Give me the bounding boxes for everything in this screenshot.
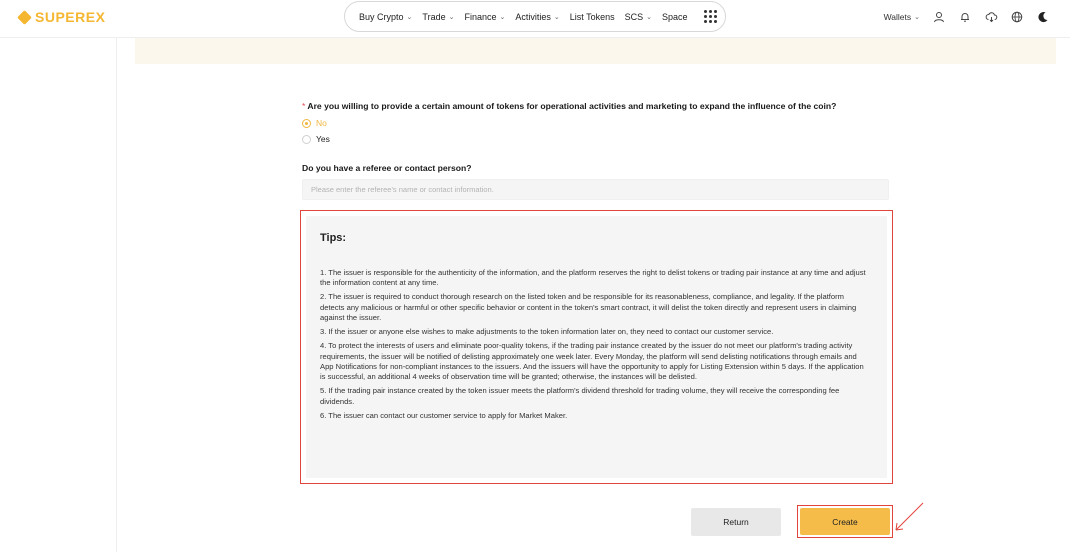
return-button[interactable]: Return bbox=[691, 508, 781, 536]
option-yes-label: Yes bbox=[316, 134, 330, 144]
download-cloud-icon[interactable] bbox=[984, 10, 998, 24]
nav-item-finance[interactable] bbox=[464, 12, 505, 22]
tips-list bbox=[320, 268, 868, 425]
wallets-label: Wallets bbox=[883, 12, 912, 22]
chevron-down-icon: ⌄ bbox=[914, 14, 920, 21]
bell-icon[interactable] bbox=[958, 10, 972, 24]
user-icon[interactable] bbox=[932, 10, 946, 24]
nav-label: Finance bbox=[464, 11, 497, 22]
nav-label: Trade bbox=[422, 11, 446, 22]
tip-item: 2. The issuer is required to conduct thorough research on the listed token and be responsible for its reasonableness, compliance, and legality. If the platform detects any malicious or harmful or other specific behavior or content in the token's smart contract, it will delist the token directly and represent users in claiming against the issuer. bbox=[320, 292, 857, 323]
globe-icon[interactable] bbox=[1010, 10, 1024, 24]
tip-item: 1. The issuer is responsible for the authenticity of the information, and the platform reserves the right to delist tokens or trading pair instance at any time and adjust the information content at any time. bbox=[320, 268, 866, 288]
tip-item: 3. If the issuer or anyone else wishes to make adjustments to the token information later on, they need to contact our customer service. bbox=[320, 327, 774, 337]
nav-item-space[interactable] bbox=[662, 12, 688, 22]
nav-item-scs[interactable] bbox=[625, 12, 652, 22]
chevron-down-icon: ⌄ bbox=[499, 13, 506, 21]
nav-item-list-tokens[interactable] bbox=[570, 12, 615, 22]
nav-item-buy-crypto[interactable] bbox=[359, 12, 412, 22]
logo-diamond-icon bbox=[17, 10, 32, 25]
notice-band bbox=[135, 38, 1056, 64]
question-text: Are you willing to provide a certain amount of tokens for operational activities and marketing to expand the influence of the coin? bbox=[307, 101, 837, 111]
top-header bbox=[0, 0, 1070, 38]
tip-item: 4. To protect the interests of users and eliminate poor-quality tokens, if the trading pair instance created by the issuer do not meet our platform's trading activity requirements, the issuer will be notified of delisting approximately one week later. Every Monday, the platform will send delisting notifications through emails and App Notifications for non-compliant instances to the issuers. And the issuers will have the opportunity to apply for Listing Extension within 5 days. If the application is successful, an additional 4 weeks of observation time will be granted; otherwise, the instances will be delisted. bbox=[320, 341, 864, 382]
moon-icon[interactable] bbox=[1036, 10, 1050, 24]
referee-label: Do you have a referee or contact person? bbox=[302, 163, 472, 173]
option-no-label: No bbox=[316, 118, 327, 128]
sidebar-divider bbox=[116, 38, 117, 552]
chevron-down-icon: ⌄ bbox=[646, 13, 653, 21]
brand-name: SUPEREX bbox=[35, 9, 106, 25]
pointer-arrow-icon bbox=[892, 500, 926, 534]
wallets-menu[interactable] bbox=[884, 12, 920, 22]
nav-label: Space bbox=[662, 11, 688, 22]
tip-item: 5. If the trading pair instance created by the token issuer meets the platform's dividend threshold for trading volume, they will receive the corresponding fee dividends. bbox=[320, 386, 840, 406]
nav-item-activities[interactable] bbox=[515, 12, 559, 22]
create-button[interactable]: Create bbox=[800, 508, 890, 535]
marketing-tokens-question bbox=[302, 101, 836, 111]
chevron-down-icon: ⌄ bbox=[553, 13, 560, 21]
tip-item: 6. The issuer can contact our customer service to apply for Market Maker. bbox=[320, 410, 568, 420]
radio-yes[interactable] bbox=[302, 135, 311, 144]
nav-label: List Tokens bbox=[569, 11, 615, 22]
brand-logo[interactable] bbox=[18, 9, 105, 25]
option-no[interactable] bbox=[302, 118, 327, 128]
required-mark: * bbox=[302, 101, 306, 111]
nav-label: Activities bbox=[515, 11, 551, 22]
header-actions bbox=[884, 10, 1050, 24]
referee-input[interactable] bbox=[302, 179, 889, 200]
chevron-down-icon: ⌄ bbox=[406, 13, 413, 21]
radio-no[interactable] bbox=[302, 119, 311, 128]
nav-item-trade[interactable] bbox=[422, 12, 454, 22]
option-yes[interactable] bbox=[302, 134, 330, 144]
nav-label: Buy Crypto bbox=[359, 11, 404, 22]
chevron-down-icon: ⌄ bbox=[448, 13, 455, 21]
apps-grid-icon[interactable] bbox=[704, 10, 717, 23]
tips-title: Tips: bbox=[320, 232, 347, 244]
nav-label: SCS bbox=[624, 11, 644, 22]
main-nav bbox=[344, 1, 726, 32]
